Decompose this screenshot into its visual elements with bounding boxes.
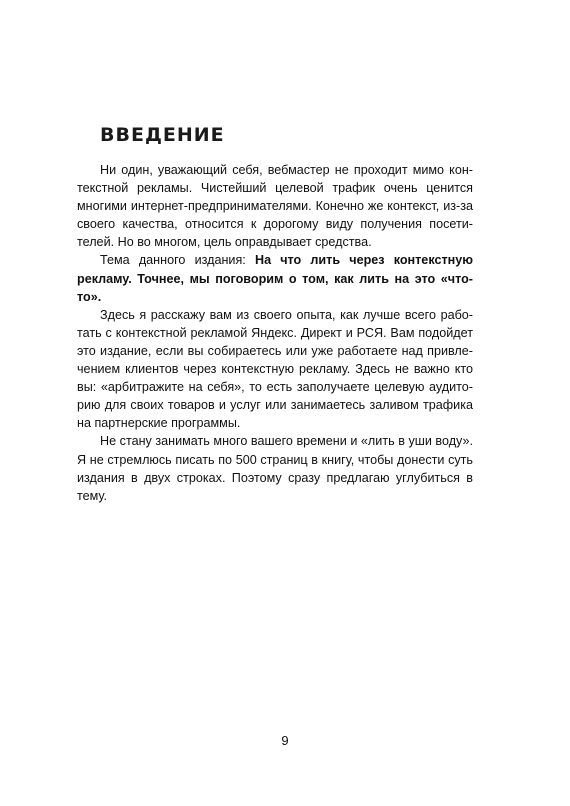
chapter-body [77, 161, 473, 505]
paragraph-2 [77, 251, 473, 305]
paragraph-1: Ни один, уважающий себя, вебмастер не проходит мимо контекстной рекламы. Чистейший целевой трафик очень ценится многими интернет-предпринимателями. Конечно же контекст, из-за своего качества, относится к дорогому виду получения посетителей. Но во многом, цель оправдывает средства. [77, 163, 473, 250]
paragraph-4: Не стану занимать много вашего времени и «лить в уши воду». Я не стремлюсь писать по 500 страниц в книгу, чтобы донести суть издания в двух строках. Поэтому сразу предлагаю углубиться в тему. [77, 434, 473, 503]
paragraph-3: Здесь я расскажу вам из своего опыта, как лучше всего работать с контекстной рекламой Яндекс. Директ и РСЯ. Вам подойдет это издание, если вы собираетесь или уже работаете над привлечением клиентов через контекстную рекламу. Здесь не важно кто вы: «арбитражите на себя», то есть заполучаете целевую аудиторию для своих товаров и услуг или занимаетесь заливом трафика на партнерские программы. [77, 307, 473, 431]
paragraph-2-bold: На что лить через контекстную рекламу. Точнее, мы поговорим о том, как лить на это «что-то». [77, 253, 473, 304]
page-number: 9 [281, 733, 289, 748]
paragraph-2-lead: Тема данного издания: [100, 253, 255, 268]
chapter-heading: ВВЕДЕНИЕ [100, 124, 225, 146]
